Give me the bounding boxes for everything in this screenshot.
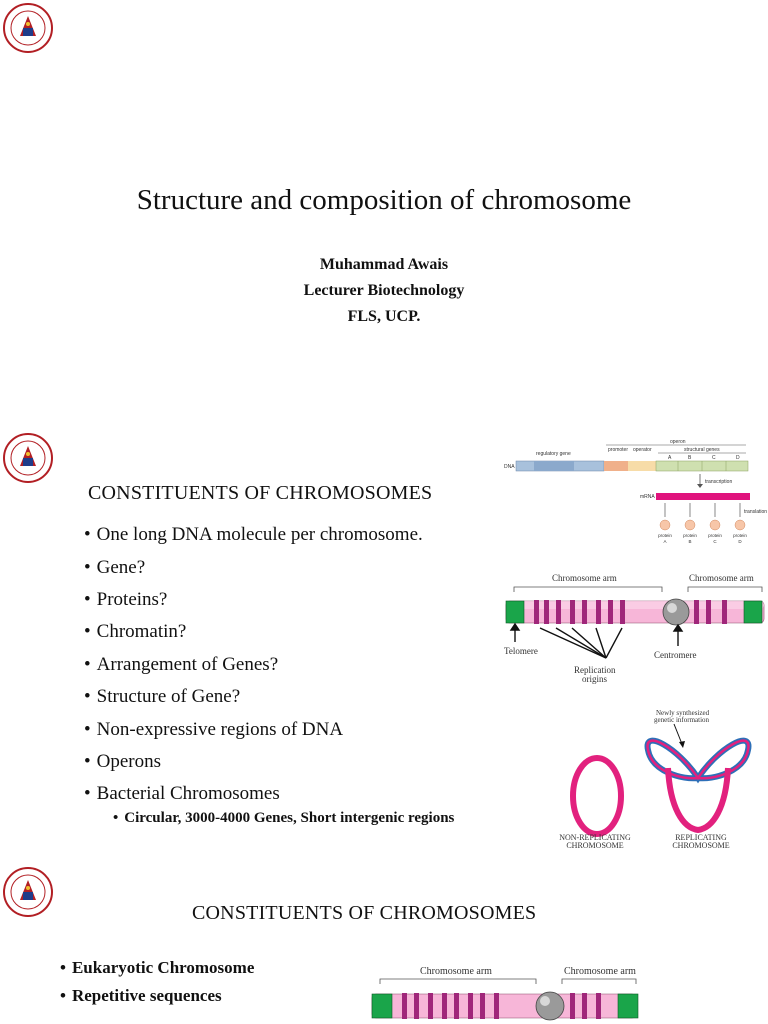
university-logo-icon	[2, 432, 54, 484]
bullet-item: • One long DNA molecule per chromosome.	[84, 524, 423, 546]
bullet-item: • Eukaryotic Chromosome	[60, 958, 254, 978]
origins-label: origins	[582, 674, 608, 684]
bullet-item: • Operons	[84, 751, 161, 773]
protein-d-label: protein	[733, 533, 747, 538]
protein-a-id: A	[663, 539, 667, 544]
bullet-item: • Structure of Gene?	[84, 686, 240, 708]
university-logo-icon	[2, 2, 54, 54]
circular-chromosome-diagram	[548, 708, 766, 854]
author-role: Lecturer Biotechnology	[303, 282, 465, 299]
university-logo-icon	[2, 866, 54, 918]
gene-d-label: D	[736, 455, 740, 461]
chromosome-diagram	[500, 570, 766, 690]
dna-label: DNA	[504, 464, 515, 470]
telomere-label: Telomere	[504, 646, 538, 656]
chromosome-arm-right-label: Chromosome arm	[689, 573, 754, 583]
replicating-label: REPLICATING	[675, 833, 727, 842]
replicating-chromosome-label: CHROMOSOME	[672, 841, 730, 850]
protein-d-id: D	[738, 539, 742, 544]
slide-constituents-2	[0, 860, 768, 1024]
protein-c-id: C	[713, 539, 717, 544]
chromosome-diagram	[368, 960, 640, 1024]
bullet-item: • Bacterial Chromosomes	[84, 783, 280, 805]
slide-title	[0, 0, 768, 420]
protein-a-label: protein	[658, 533, 672, 538]
author-name: Muhammad Awais	[319, 256, 449, 273]
genetic-information-label: genetic information	[654, 716, 710, 724]
protein-c-label: protein	[708, 533, 722, 538]
regulatory-gene-label: regulatory gene	[536, 451, 571, 457]
structural-genes-label: structural genes	[684, 447, 720, 453]
protein-b-id: B	[688, 539, 692, 544]
transcription-label: transcription	[705, 479, 733, 485]
slide-heading: CONSTITUENTS OF CHROMOSOMES	[88, 482, 433, 504]
author-org: FLS, UCP.	[347, 308, 421, 325]
gene-a-label: A	[668, 455, 672, 461]
bullet-item: • Repetitive sequences	[60, 986, 222, 1006]
nonreplicating-chromosome-label: CHROMOSOME	[566, 841, 624, 850]
sub-bullet-item: • Circular, 3000-4000 Genes, Short intergenic regions	[113, 810, 454, 827]
gene-b-label: B	[688, 455, 692, 461]
mrna-label: mRNA	[640, 494, 655, 500]
slide-heading: CONSTITUENTS OF CHROMOSOMES	[192, 902, 537, 924]
operator-label: operator	[633, 447, 652, 453]
nonreplicating-label: NON-REPLICATING	[559, 833, 631, 842]
bullet-item: • Chromatin?	[84, 621, 186, 643]
slide-title-text: Structure and composition of chromosome	[136, 184, 632, 216]
translation-label: translation	[744, 509, 768, 515]
promoter-label: promoter	[608, 447, 629, 453]
replication-label: Replication	[574, 665, 616, 675]
slide-constituents-1	[0, 420, 768, 860]
operon-label: operon	[670, 439, 686, 445]
chromosome-arm-left-label: Chromosome arm	[420, 966, 492, 977]
protein-b-label: protein	[683, 533, 697, 538]
chromosome-arm-left-label: Chromosome arm	[552, 573, 617, 583]
bullet-item: • Proteins?	[84, 589, 167, 611]
bullet-item: • Gene?	[84, 557, 145, 579]
newly-synthesized-label: Newly synthesized	[656, 709, 710, 717]
operon-diagram	[502, 438, 768, 550]
gene-c-label: C	[712, 455, 716, 461]
chromosome-arm-right-label: Chromosome arm	[564, 966, 636, 977]
bullet-item: • Non-expressive regions of DNA	[84, 719, 343, 741]
bullet-item: • Arrangement of Genes?	[84, 654, 278, 676]
centromere-label: Centromere	[654, 650, 697, 660]
